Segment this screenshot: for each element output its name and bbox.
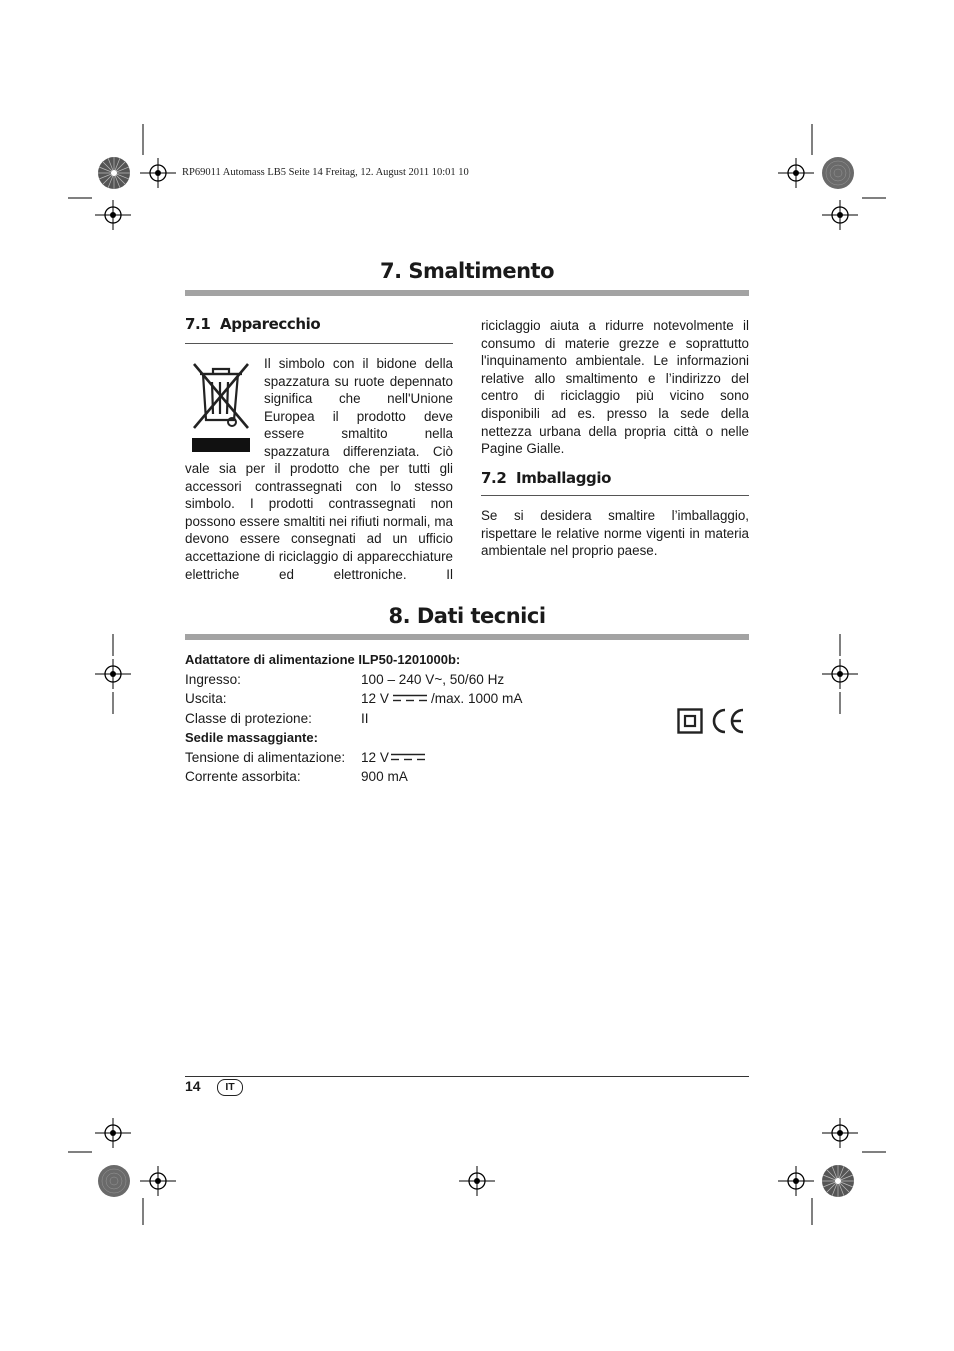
intro-line: Il simbolo con il bidone della (264, 356, 453, 371)
chapter-8-rule (185, 634, 749, 640)
input-label: Ingresso: (185, 671, 241, 687)
ce-mark-icon (710, 707, 746, 735)
spec-row (185, 748, 605, 768)
intro-line: Europea il prodotto deve (264, 408, 453, 424)
supply-volt: 12 V (361, 749, 389, 765)
section-7-1-rule (185, 343, 453, 344)
seat-heading: Sedile massaggiante: (185, 730, 318, 745)
spec-row (185, 650, 605, 670)
spec-row (185, 709, 605, 729)
section-7-2-rule (481, 495, 749, 496)
color-rosette-icon (97, 1164, 131, 1198)
current-draw-value: 900 mA (361, 769, 408, 784)
output-label: Uscita: (185, 691, 227, 706)
output-volt: 12 V (361, 691, 389, 706)
current-draw-label: Corrente assorbita: (185, 769, 301, 784)
protection-class-label: Classe di protezione: (185, 710, 312, 726)
input-value: 100 – 240 V~, 50/60 Hz (361, 671, 505, 687)
intro-line: significa che nell'Unione (264, 391, 453, 407)
protection-class-value: II (361, 710, 369, 726)
printer-slug: RP69011 Automass LB5 Seite 14 Freitag, 12. August 2011 10:01 10 (182, 167, 469, 178)
adapter-heading: Adattatore di alimentazione ILP50-1201000b: (185, 652, 461, 667)
dc-current-icon (393, 694, 427, 702)
spec-row (185, 767, 605, 787)
language-badge: IT (217, 1079, 243, 1096)
chapter-7-title: 7. Smaltimento (379, 259, 555, 283)
section-7-1-intro (264, 355, 453, 461)
section-7-2-text: Se si desidera smaltire l’imballaggio, rispettare le relative norme vigenti in materia ambientale nel proprio paese. (481, 508, 749, 559)
supply-voltage-label: Tensione di alimentazione: (185, 749, 346, 765)
spec-row (185, 689, 605, 709)
footer-rule (185, 1076, 749, 1077)
supply-voltage-value (361, 748, 429, 768)
color-rosette-icon (821, 156, 855, 190)
color-rosette-icon (821, 1164, 855, 1198)
chapter-8-title: 8. Dati tecnici (388, 604, 546, 628)
chapter-7-rule (185, 290, 749, 296)
dc-current-icon (391, 753, 425, 761)
output-current: /max. 1000 mA (430, 691, 523, 706)
spec-row (185, 728, 605, 748)
section-7-2-heading: 7.2 Imballaggio (481, 469, 612, 487)
intro-line: spazzatura differenziata. Ciò (264, 443, 453, 459)
output-value (361, 689, 522, 709)
section-7-1-text: vale sia per il prodotto che per tutti gli accessori contrassegnati con lo stesso simbolo. I prodotti contrassegnati non possono essere smaltiti nei rifiuti normali, ma devono essere consegnati ad un ufficio accettazione di riciclaggio di apparecchiature elettriche ed elettroniche. Il (185, 461, 453, 582)
color-rosette-icon (97, 156, 131, 190)
section-7-1-heading: 7.1 Apparecchio (185, 315, 321, 333)
page-number: 14 (185, 1078, 201, 1094)
class-ii-icon (677, 708, 703, 734)
tech-specs-table (185, 650, 605, 787)
section-7-1-text-continued: riciclaggio aiuta a ridurre notevolmente il consumo di materie grezze e soprattutto l'inquinamento ambientale. Le informazioni relative allo smaltimento e l’indirizzo del centro di riciclaggio più vicino sono disponibili ad es. presso la sede della nettezza urbana della propria città o nelle Pagine Gialle. (481, 318, 749, 457)
intro-line: spazzatura su ruote depennato (264, 373, 453, 389)
intro-line: essere smaltito nella (264, 426, 453, 442)
weee-bin-icon (189, 362, 253, 454)
spec-row (185, 670, 605, 690)
